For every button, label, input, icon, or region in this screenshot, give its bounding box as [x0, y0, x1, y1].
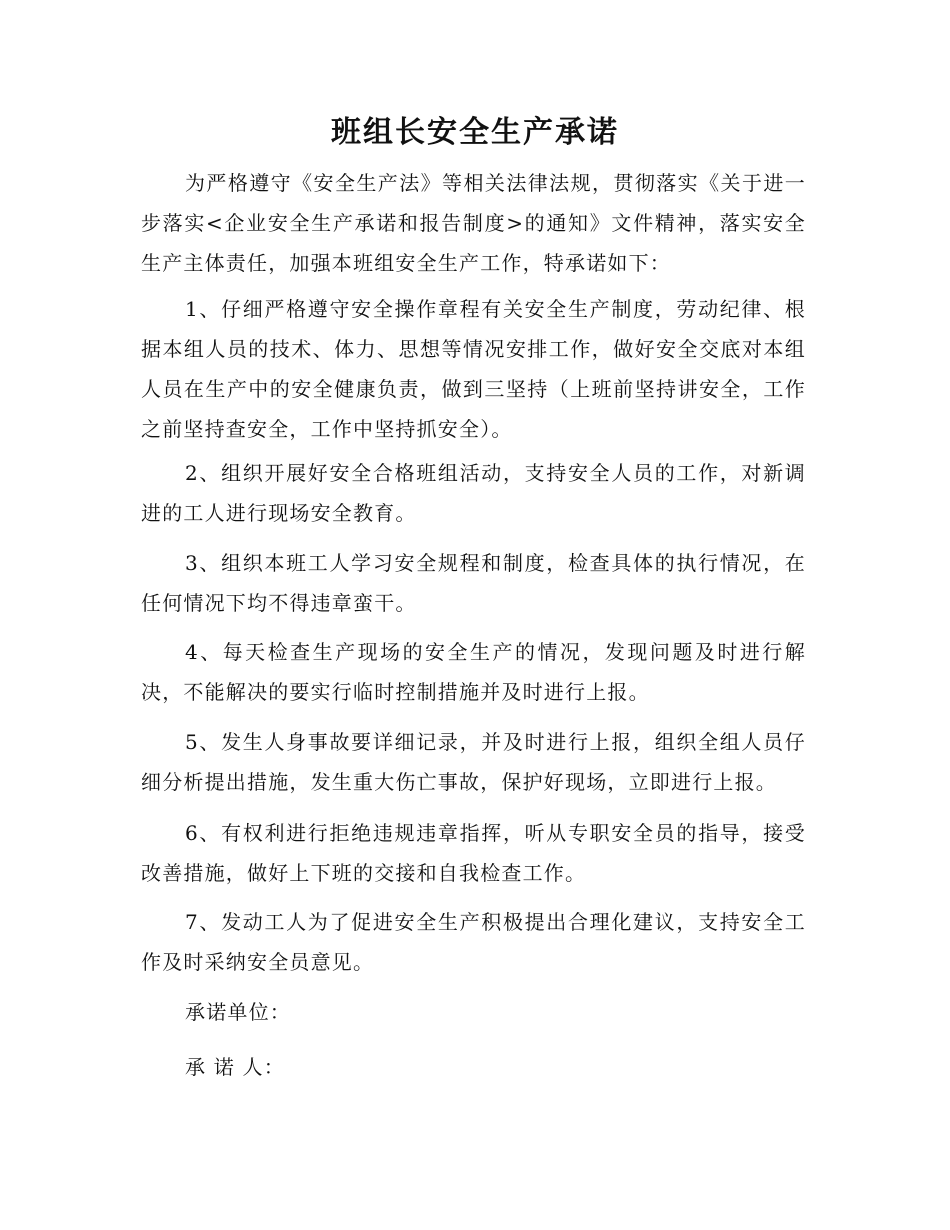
intro-paragraph: 为严格遵守《安全生产法》等相关法律法规，贯彻落实《关于进一步落实<企业安全生产承诺和报告制度>的通知》文件精神，落实安全生产主体责任，加强本班组安全生产工作，特承诺如下：	[141, 171, 806, 275]
commitment-item-7: 7、发动工人为了促进安全生产积极提出合理化建议，支持安全工作及时采纳安全员意见。	[141, 910, 806, 974]
signature-unit-label: 承诺单位：	[185, 1000, 291, 1024]
commitment-item-3: 3、组织本班工人学习安全规程和制度，检查具体的执行情况，在任何情况下均不得违章蛮干。	[141, 551, 806, 615]
commitment-item-2: 2、组织开展好安全合格班组活动，支持安全人员的工作，对新调进的工人进行现场安全教育。	[141, 461, 806, 525]
document-title: 班组长安全生产承诺	[331, 115, 619, 150]
commitment-item-5: 5、发生人身事故要详细记录，并及时进行上报，组织全组人员仔细分析提出措施，发生重大伤亡事故，保护好现场，立即进行上报。	[141, 730, 806, 794]
commitment-item-1: 1、仔细严格遵守安全操作章程有关安全生产制度，劳动纪律、根据本组人员的技术、体力、思想等情况安排工作，做好安全交底对本组人员在生产中的安全健康负责，做到三坚持（上班前坚持讲安全，工作之前坚持查安全，工作中坚持抓安全）。	[141, 297, 806, 441]
commitment-item-4: 4、每天检查生产现场的安全生产的情况，发现问题及时进行解决，不能解决的要实行临时控制措施并及时进行上报。	[141, 640, 806, 704]
signature-person-label: 承 诺 人：	[185, 1055, 285, 1079]
commitment-item-6: 6、有权利进行拒绝违规违章指挥，听从专职安全员的指导，接受改善措施，做好上下班的交接和自我检查工作。	[141, 821, 806, 885]
